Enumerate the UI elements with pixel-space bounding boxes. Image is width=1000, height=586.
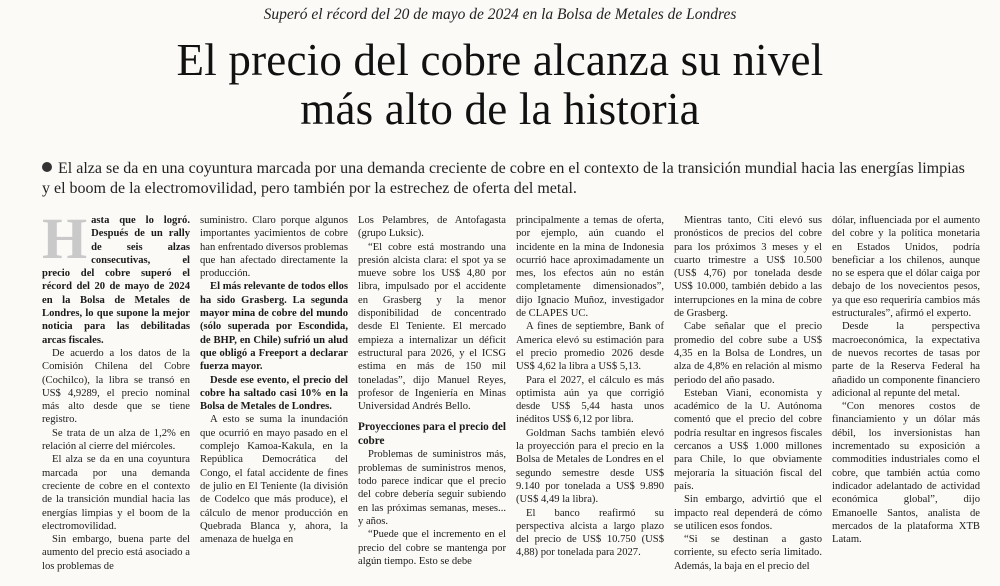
lead-paragraph [42,159,972,199]
paragraph [200,374,348,414]
paragraph [42,214,190,347]
paragraph: A esto se suma la inundación que ocurrió en mayo pasado en el complejo Kamoa-Kakula, en la República Democrática del Congo, el fatal accidente de fines de julio en El Teniente (la división de Codelco que más produce), el cálculo de menor producción en Quebrada Blanca y, ahora, la amenaza de huelga en [200,414,348,546]
paragraph: El alza se da en una coyuntura marcada por una demanda creciente de cobre en el contexto de la transición mundial hacia las energías limpias y el boom de la electromovilidad. [42,454,190,532]
subheading: Proyecciones para el precio del cobre [358,421,506,447]
paragraph: “Si se destinan a gasto corriente, su efecto sería limitado. Además, la baja en el precio del [674,534,822,572]
column-3 [358,214,506,580]
paragraph: dólar, influenciada por el aumento del cobre y la política monetaria en Estados Unidos, podría beneficiar a los chilenos, aunque no se espera que el dólar caiga por debajo de los novecientos pesos, ya que eso requeriría cambios más estructurales”, afirmó el experto. [832,215,980,320]
paragraph: Goldman Sachs también elevó la proyección para el precio en la Bolsa de Metales de Londres en el segundo semestre desde US$ 9.140 por tonelada a US$ 9.890 (US$ 4,49 la libra). [516,427,664,506]
article-body [42,214,990,580]
column-4 [516,214,664,580]
column-1 [42,214,190,580]
paragraph: Mientras tanto, Citi elevó sus pronósticos de precios del cobre para los próximos 3 meses y el cuarto trimestre a US$ 10.500 (US$ 4,76) por tonelada desde US$ 10.000, también debido a las interrupciones en la mina de cobre de Grasberg. [674,215,822,320]
paragraph-text: El más relevante de todos ellos ha sido Grasberg. La segunda mayor mina de cobre del mundo (sólo superada por Escondida, de BHP, en Chile) sufrió un alud que obligó a Freeport a declarar fuerza mayor. [200,281,348,373]
paragraph: “Puede que el incremento en el precio del cobre se mantenga por algún tiempo. Esto se debe [358,529,506,567]
paragraph: Se trata de un alza de 1,2% en relación al cierre del miércoles. [42,427,190,453]
headline-line-1: El precio del cobre alcanza su nivel [176,35,824,85]
paragraph: “Con menores costos de financiamiento y un dólar más débil, los inversionistas han incrementado su exposición a commodities industriales como el cobre, que también actúa como indicador adelantado de actividad económica global”, dijo Emanoelle Santos, analista de mercados de la plataforma XTB Latam. [832,401,980,546]
paragraph-text: Desde ese evento, el precio del cobre ha saltado casi 10% en la Bolsa de Metales de Londres. [200,374,348,413]
kicker: Superó el récord del 20 de mayo de 2024 en la Bolsa de Metales de Londres [263,6,737,23]
paragraph: suministro. Claro porque algunos importantes yacimientos de cobre han enfrentado diversos problemas que han afectado directamente la producción. [200,215,348,280]
paragraph: Los Pelambres, de Antofagasta (grupo Luksic). [358,215,506,240]
column-2 [200,214,348,580]
bullet-icon [42,162,52,172]
paragraph [200,280,348,373]
paragraph-text: asta que lo logró. Después de un rally de seis alzas consecutivas, el precio del cobre superó el récord del 20 de mayo de 2024 en la Bolsa de Metales de Londres, lo que supone la mejor noticia para las debilitadas arcas fiscales. [42,215,190,346]
headline-line-2: más alto de la historia [300,84,700,134]
paragraph: Para el 2027, el cálculo es más optimista aún ya que corrigió desde US$ 5,44 hasta unos inéditos US$ 6,12 por libra. [516,374,664,426]
paragraph: De acuerdo a los datos de la Comisión Chilena del Cobre (Cochilco), la libra se transó en US$ 4,9289, el precio nominal más alto desde que se tiene registro. [42,347,190,426]
drop-cap: H [42,214,88,271]
paragraph: Sin embargo, buena parte del aumento del precio está asociado a los problemas de [42,534,190,572]
paragraph: Sin embargo, advirtió que el impacto real dependerá de cómo se utilicen esos fondos. [674,494,822,532]
paragraph: “El cobre está mostrando una presión alcista clara: el spot ya se mueve sobre los US$ 4,80 por libra, impulsado por el accidente en Grasberg y la menor disponibilidad de concentrado desde El Teniente. El mercado empieza a internalizar un déficit estructural para 2026, y el ICSG estima en más de 150 mil toneladas”, dijo Manuel Reyes, profesor de Ingeniería en Minas Universidad Andrés Bello. [358,241,506,413]
paragraph: Problemas de suministros más, problemas de suministros menos, todo parece indicar que el precio del cobre debería seguir subiendo en las próximas semanas, meses... y años. [358,449,506,527]
paragraph: El banco reafirmó su perspectiva alcista a largo plazo del precio de US$ 10.750 (US$ 4,88) por tonelada para 2027. [516,507,664,559]
paragraph: A fines de septiembre, Bank of America elevó su estimación para el precio promedio 2026 desde US$ 4,62 la libra a US$ 5,13. [516,321,664,373]
paragraph: Desde la perspectiva macroeconómica, la expectativa de nuevos recortes de tasas por parte de la Reserva Federal ha añadido un componente financiero adicional al repunte del metal. [832,321,980,399]
lead-text: El alza se da en una coyuntura marcada por una demanda creciente de cobre en el contexto de la transición mundial hacia las energías limpias y el boom de la electromovilidad, pero también por la estrechez de oferta del metal. [42,160,965,197]
column-5 [674,214,822,580]
paragraph: Esteban Viani, economista y académico de la U. Autónoma comentó que el precio del cobre podría resultar en ingresos fiscales cercanos a US$ 1.000 millones para Chile, lo que obviamente mejoraría la situación fiscal del país. [674,387,822,492]
paragraph: principalmente a temas de oferta, por ejemplo, aún cuando el incidente en la mina de Indonesia ocurrió hace aproximadamente un mes, los efectos aún no están completamente dimensionados”, dijo Ignacio Muñoz, investigador de CLAPES UC. [516,215,664,320]
paragraph: Cabe señalar que el precio promedio del cobre sube a US$ 4,35 en la Bolsa de Londres, un alza de 4,8% en relación al mismo periodo del año pasado. [674,321,822,386]
headline [0,36,1000,134]
column-6 [832,214,980,580]
